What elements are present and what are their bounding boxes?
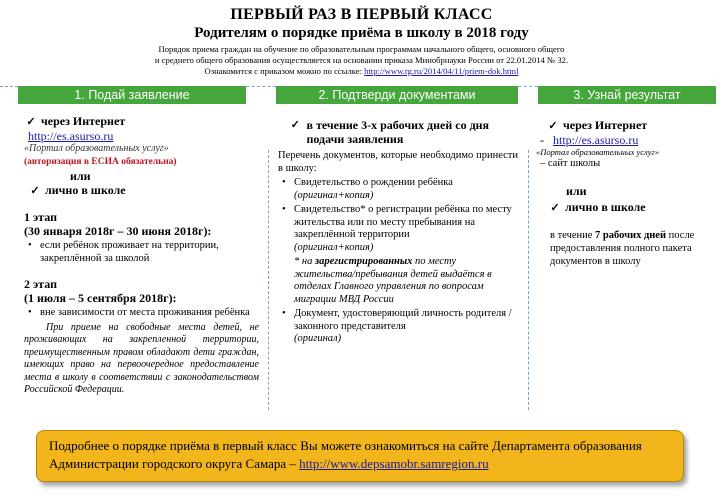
order-link[interactable]: http://www.rg.ru/2014/04/11/priem-dok.html — [364, 66, 519, 76]
list-item: • вне зависимости от места проживания ребёнка — [24, 307, 259, 320]
step-3-tab: 3. Узнай результат — [538, 86, 716, 104]
column-result — [536, 118, 718, 268]
in-school-label: лично в школе — [45, 183, 126, 197]
documents-list — [278, 177, 518, 346]
doc-1-note: (оригинал+копия) — [294, 189, 374, 201]
dash-mark: - — [540, 133, 544, 147]
portal-link[interactable]: http://es.asurso.ru — [28, 129, 114, 143]
step-1-tab: 1. Подай заявление — [18, 86, 246, 104]
step-2-tab: 2. Подтверди документами — [276, 86, 518, 104]
list-item — [278, 308, 518, 346]
doc-3: Документ, удостоверяющий личность родителя / законного представителя — [294, 308, 512, 332]
column-documents — [278, 118, 518, 348]
stage-2-list — [24, 307, 259, 320]
legal-line-2: и среднего общего образования осуществляется на основании приказа Минобрнауки России от 22.01.2014 № 32. — [154, 55, 569, 65]
in-school-row — [536, 200, 718, 215]
column-separator — [528, 150, 529, 410]
priority-note: При приеме на свободные места детей, не проживающих на закрепленной территории, преимущественным правом обладают дети граждан, имеющих право на первоочередное предоставление места в школу в соответствии с законодательством Российской Федерации. — [24, 321, 259, 395]
list-item: • если ребёнок проживает на территории, закреплённой за школой — [24, 240, 259, 265]
stage-2-dates: (1 июля – 5 сентября 2018г): — [24, 291, 177, 305]
checkmark-icon: ✓ — [290, 119, 300, 131]
doc-2-note: (оригинал+копия) — [294, 241, 374, 253]
timing-rest: после предоставления полного пакета документов в школу — [550, 230, 695, 267]
documents-intro: Перечень документов, которые необходимо принести в школу: — [278, 150, 518, 174]
in-school-row — [24, 183, 259, 198]
checkmark-icon: ✓ — [548, 120, 558, 132]
via-internet-row — [24, 114, 259, 129]
checkmark-icon: ✓ — [30, 185, 40, 197]
legal-basis-note — [0, 44, 723, 77]
or-label: или — [70, 169, 91, 183]
tab-divider — [0, 86, 18, 87]
auth-warning: (авторизация в ЕСИА обязательна) — [24, 157, 177, 167]
via-internet-label: через Интернет — [41, 114, 126, 128]
doc-3-note: (оригинал) — [294, 333, 342, 344]
school-site: – сайт школы — [540, 158, 601, 169]
via-internet-row — [536, 118, 718, 133]
column-separator — [268, 150, 269, 410]
legal-line-3 — [0, 66, 723, 77]
stage-2-title: 2 этап — [24, 277, 57, 291]
more-info-text: Подробнее о порядке приёма в первый класс Вы можете ознакомиться на сайте Департамента образования Администрации городского округа Самара – — [49, 438, 642, 471]
legal-line-3-text: Ознакомится с приказом можно по ссылке: — [204, 66, 365, 76]
more-info-box — [36, 430, 684, 482]
list-item — [278, 204, 518, 306]
legal-line-1: Порядок приема граждан на обучение по образовательным программам начального общего, основного общего — [158, 44, 565, 54]
deadline-row — [278, 118, 518, 146]
deadline-label: в течение 3-х рабочих дней со дня подачи заявления — [306, 118, 490, 146]
registration-footnote — [294, 256, 518, 306]
in-school-label: лично в школе — [565, 200, 646, 214]
portal-link-row — [24, 129, 259, 143]
list-item — [278, 177, 518, 202]
stage-1-list — [24, 240, 259, 265]
or-label: или — [566, 184, 587, 198]
timing-prefix: в течение — [550, 230, 596, 241]
doc-2: Свидетельство* о регистрации ребёнка по месту жительства или по месту пребывания на закреплённой территории — [294, 204, 512, 240]
doc-1: Свидетельство о рождении ребёнка — [294, 177, 453, 188]
result-timing — [536, 229, 718, 268]
footnote-rest: по месту жительства/пребывания детей выдаётся в отделах Главного управления по вопросам миграции МВД России — [294, 256, 492, 305]
portal-link-row — [536, 133, 718, 147]
footnote-bold: зарегистрированных — [314, 256, 413, 267]
timing-days: 7 рабочих дней — [595, 230, 667, 241]
tab-divider — [246, 86, 276, 87]
tab-divider — [518, 86, 538, 87]
portal-name: «Портал образовательных услуг» — [536, 147, 659, 157]
header — [0, 6, 723, 77]
portal-name: «Портал образовательных услуг» — [24, 143, 169, 154]
page-title: ПЕРВЫЙ РАЗ В ПЕРВЫЙ КЛАСС — [230, 6, 493, 23]
checkmark-icon: ✓ — [550, 202, 560, 214]
checkmark-icon: ✓ — [26, 116, 36, 128]
via-internet-label: через Интернет — [563, 118, 648, 132]
stage-1-title: 1 этап — [24, 210, 57, 224]
department-link[interactable]: http://www.depsamobr.samregion.ru — [299, 456, 489, 471]
portal-link[interactable]: http://es.asurso.ru — [553, 133, 639, 147]
page-subtitle: Родителям о порядке приёма в школу в 2018 году — [194, 25, 529, 41]
column-apply — [24, 114, 259, 397]
footnote-prefix: * на — [294, 256, 315, 267]
stage-1-dates: (30 января 2018г – 30 июня 2018г): — [24, 224, 212, 238]
